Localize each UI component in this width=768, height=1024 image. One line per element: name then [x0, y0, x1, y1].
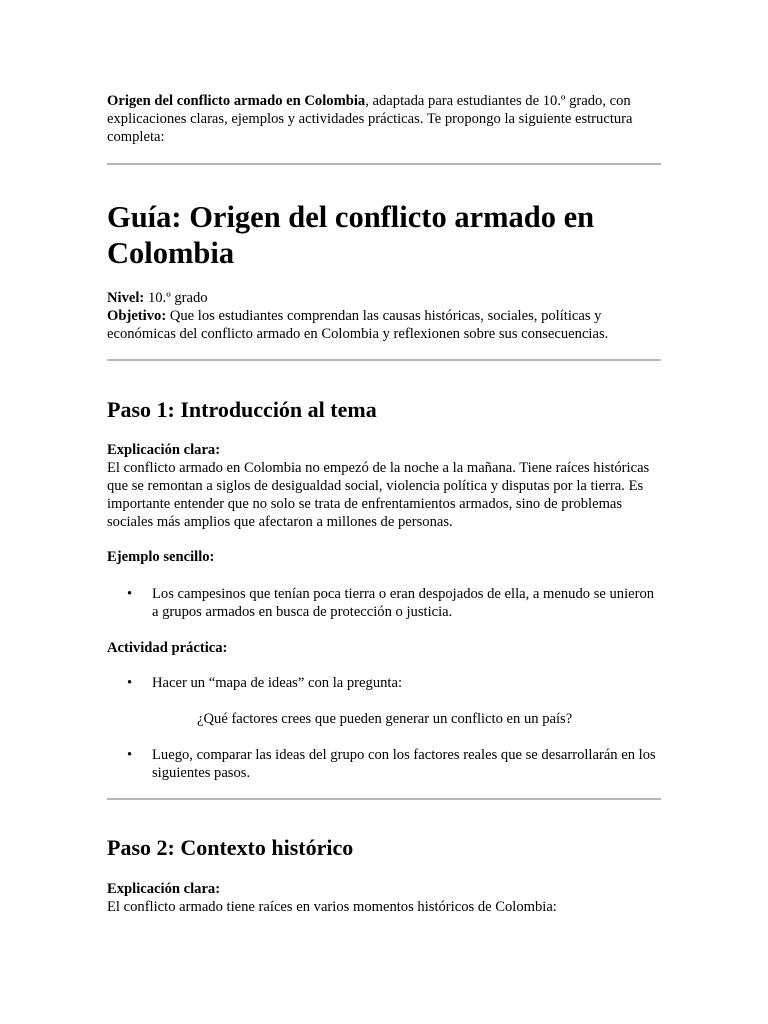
activity-question: ¿Qué factores crees que pueden generar un conflicto en un país?: [197, 711, 573, 727]
step1-example-label-text: Ejemplo sencillo:: [107, 549, 215, 565]
intro-bold-title: Origen del conflicto armado en Colombia: [107, 93, 366, 109]
step1-activity-list-continued: [107, 746, 661, 782]
guide-title: Guía: Origen del conflicto armado en Colombia: [107, 200, 595, 270]
step1-explanation-text: El conflicto armado en Colombia no empezó de la noche a la mañana. Tiene raíces históricas que se remontan a siglos de desigualdad social, violencia política y disputas por la tierra. Es importante entender que no solo se trata de enfrentamientos armados, sino de problemas sociales más amplios que afectaron a millones de personas.: [107, 460, 650, 530]
step1-explanation-label-text: Explicación clara:: [107, 442, 221, 458]
divider: [107, 359, 661, 361]
step1-example-list: [107, 585, 661, 621]
divider: [107, 798, 661, 800]
intro-paragraph: [107, 92, 661, 146]
divider: [107, 163, 661, 165]
step2-explanation: [107, 880, 661, 916]
step1-heading: Paso 1: Introducción al tema: [107, 397, 377, 422]
step1-explanation-label: [107, 441, 661, 459]
list-item: • Luego, comparar las ideas del grupo con los factores reales que se desarrollarán en los siguientes pasos.: [107, 746, 661, 782]
level-value: 10.º grado: [144, 290, 208, 306]
guide-meta: [107, 289, 661, 343]
step1-activity-label-text: Actividad práctica:: [107, 640, 228, 656]
step1-activity-label: [107, 639, 661, 657]
objective-line: [107, 307, 661, 343]
step1-activity-list: [107, 674, 661, 692]
level-line: [107, 289, 661, 307]
intro-text: , adaptada para estudiantes de 10.º grado, con explicaciones claras, ejemplos y actividades prácticas. Te propongo la siguiente estructura completa:: [107, 93, 633, 145]
step2-explanation-label-text: Explicación clara:: [107, 881, 221, 897]
step1-example-label: [107, 548, 661, 566]
objective-value: Que los estudiantes comprendan las causas históricas, sociales, políticas y económicas del conflicto armado en Colombia y reflexionen sobre sus consecuencias.: [107, 308, 609, 342]
step2-heading: Paso 2: Contexto histórico: [107, 835, 354, 860]
list-item: • Los campesinos que tenían poca tierra o eran despojados de ella, a menudo se unieron a grupos armados en busca de protección o justicia.: [107, 585, 661, 621]
level-label: Nivel:: [107, 290, 145, 306]
step2-explanation-label: [107, 880, 661, 898]
step1-explanation: [107, 441, 661, 531]
step2-explanation-text: El conflicto armado tiene raíces en varios momentos históricos de Colombia:: [107, 899, 557, 915]
objective-label: Objetivo:: [107, 308, 167, 324]
list-item: • Hacer un “mapa de ideas” con la pregunta:: [107, 674, 661, 692]
